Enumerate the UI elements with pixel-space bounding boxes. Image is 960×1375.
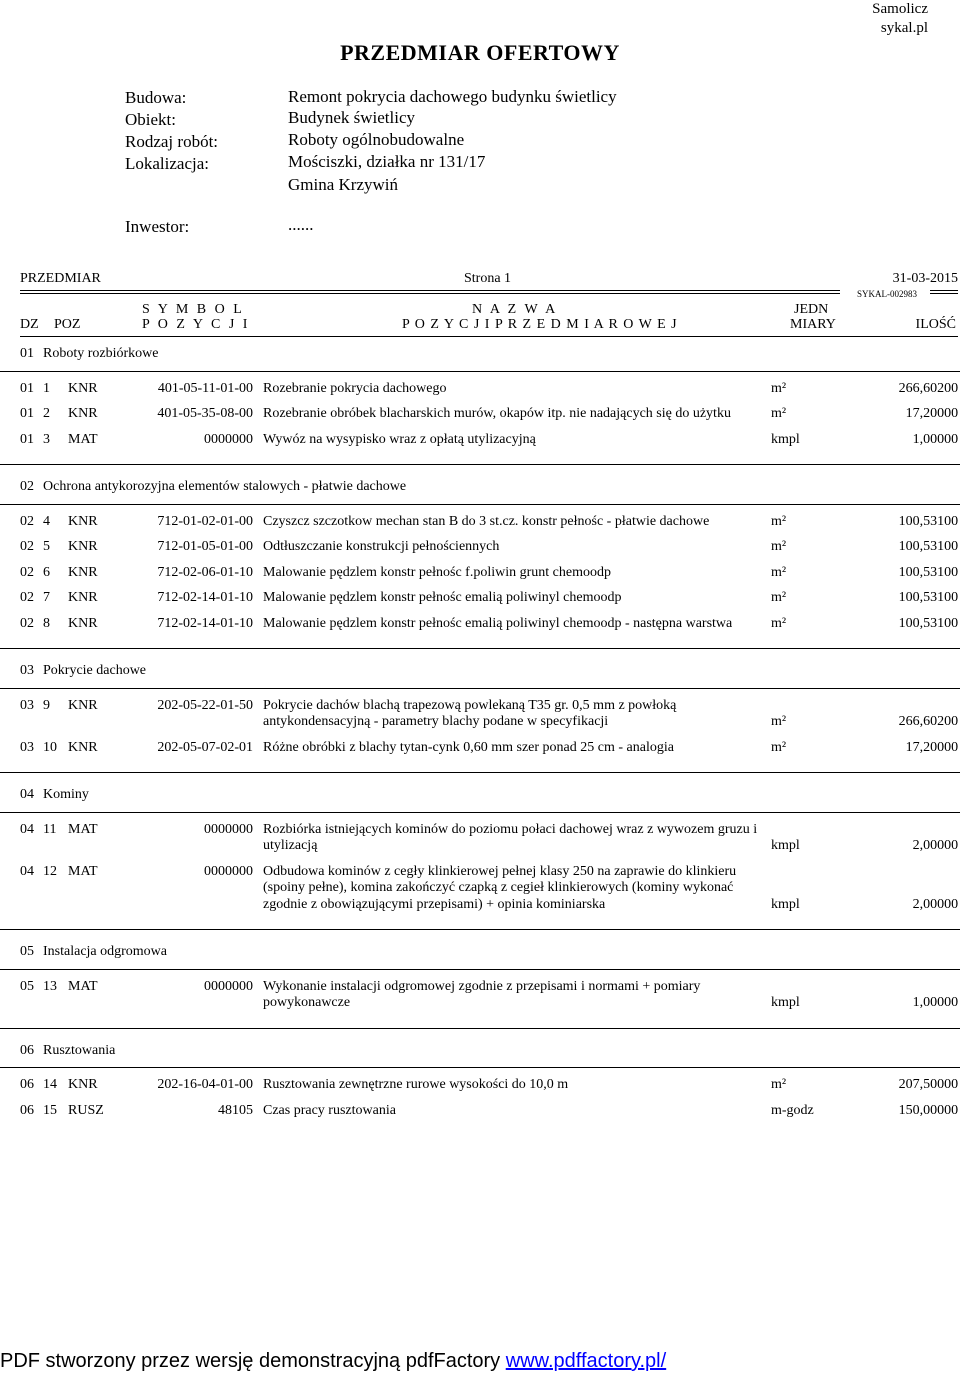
header-value-rodzaj-robot: Roboty ogólnobudowalne	[288, 130, 465, 149]
position-dz: 05	[20, 978, 34, 994]
positions-table-body	[0, 340, 960, 1135]
position-number: 2	[43, 406, 50, 421]
position-unit: m²	[771, 714, 787, 729]
position-quantity: 100,53100	[898, 513, 959, 529]
position-code: 712-02-14-01-10	[157, 615, 253, 631]
position-number: 4	[43, 513, 50, 529]
position-quantity: 100,53100	[898, 539, 959, 554]
position-catalog: KNR	[68, 590, 98, 605]
position-unit: m²	[771, 739, 787, 755]
position-number: 7	[43, 590, 50, 605]
section-number: 05	[0, 930, 43, 961]
position-dz: 02	[20, 615, 34, 631]
positions-table	[0, 340, 960, 1135]
position-quantity: 100,53100	[898, 615, 959, 631]
position-number: 8	[43, 615, 50, 631]
position-row	[0, 530, 960, 556]
position-dz: 04	[20, 863, 34, 879]
position-quantity: 17,20000	[905, 406, 959, 421]
header-value-obiekt: Budynek świetlicy	[288, 108, 416, 127]
brand-block	[872, 0, 928, 38]
section-rule	[0, 680, 960, 689]
position-quantity: 100,53100	[898, 590, 959, 605]
pdf-footer	[0, 1350, 666, 1373]
position-row	[0, 397, 960, 423]
position-quantity: 1,00000	[912, 995, 959, 1010]
position-catalog: KNR	[68, 406, 98, 421]
position-code: 202-05-22-01-50	[157, 697, 253, 713]
position-dz: 01	[20, 380, 34, 396]
position-row	[0, 371, 960, 397]
section-row	[0, 773, 960, 804]
position-code: 712-02-06-01-10	[157, 564, 253, 580]
position-number: 1	[43, 380, 50, 396]
position-quantity: 266,60200	[898, 714, 959, 729]
columns-rule	[20, 336, 958, 337]
position-unit: kmpl	[771, 896, 800, 912]
section-number: 04	[0, 773, 43, 804]
position-number: 6	[43, 564, 50, 580]
position-catalog: MAT	[68, 863, 98, 879]
col-symbol-line2: P O Z Y C J I	[142, 317, 250, 332]
section-number: 02	[0, 465, 43, 496]
document-code: SYKAL-002983	[857, 289, 917, 299]
position-row	[0, 1094, 960, 1136]
position-code: 401-05-35-08-00	[157, 406, 253, 421]
col-jedn-line1: JEDN	[794, 302, 829, 317]
position-row	[0, 581, 960, 607]
position-row	[0, 556, 960, 582]
section-rule	[0, 1059, 960, 1068]
position-catalog: MAT	[68, 821, 98, 837]
col-nazwa-line2: P O Z Y C J I P R Z E D M I A R O W E J	[402, 317, 678, 332]
position-dz: 01	[20, 406, 34, 421]
section-rule	[0, 363, 960, 372]
header-rule-top	[20, 290, 840, 291]
position-quantity: 150,00000	[898, 1102, 959, 1118]
position-unit: m²	[771, 406, 787, 421]
position-code: 712-01-05-01-00	[157, 539, 253, 554]
position-description: Pokrycie dachów blachą trapezową powlekaną T35 gr. 0,5 mm z powłoką antykondensacyjną - parametry blachy podane w specyfikacji	[263, 697, 677, 729]
position-number: 14	[43, 1077, 57, 1092]
section-row	[0, 930, 960, 961]
section-name: Ochrona antykorozyjna elementów stalowych - płatwie dachowe	[43, 465, 960, 496]
page-header-center: Strona 1	[464, 271, 512, 286]
position-row	[0, 812, 960, 855]
position-unit: m²	[771, 590, 787, 605]
position-description: Malowanie pędzlem konstr pełnośc emalią poliwinyl chemoodp - następna warstwa	[263, 615, 733, 631]
col-symbol-line1: S Y M B O L	[142, 302, 245, 317]
position-code: 0000000	[204, 863, 253, 879]
section-name: Pokrycie dachowe	[43, 649, 960, 680]
position-description: Odbudowa kominów z cegły klinkierowej pełnej klasy 250 na zaprawie do klinkieru (spoiny pełne), komina zakończyć czapką z cegieł klinkierowych (kominy wykonać zgodnie z obowiązującymi przepisami) + opinia kominiarska	[263, 863, 737, 912]
position-code: 48105	[218, 1102, 253, 1118]
position-code: 0000000	[204, 821, 253, 837]
section-rule-cell	[0, 496, 960, 505]
position-number: 9	[43, 697, 50, 713]
position-row	[0, 504, 960, 530]
page-header-left: PRZEDMIAR	[20, 271, 101, 286]
position-description: Rozbiórka istniejących kominów do poziomu połaci dachowej wraz z wywozem gruzu i utylizacją	[263, 821, 758, 853]
position-unit: m²	[771, 1077, 787, 1092]
section-rule-cell	[0, 363, 960, 372]
col-poz: POZ	[54, 317, 81, 332]
position-code: 202-05-07-02-01	[157, 739, 253, 755]
position-quantity: 2,00000	[912, 838, 959, 853]
position-description: Wykonanie instalacji odgromowej zgodnie z przepisami i normami + pomiary powykonawcze	[263, 978, 701, 1010]
header-rule-top-double	[20, 293, 840, 294]
position-quantity: 207,50000	[898, 1077, 959, 1092]
position-row	[0, 855, 960, 930]
position-code: 0000000	[204, 431, 253, 447]
position-unit: kmpl	[771, 995, 800, 1010]
page-header-date: 31-03-2015	[892, 271, 958, 286]
position-number: 10	[43, 739, 57, 755]
position-number: 5	[43, 539, 50, 554]
position-unit: m²	[771, 564, 787, 580]
position-unit: m²	[771, 539, 787, 554]
section-row	[0, 340, 960, 363]
position-quantity: 1,00000	[912, 431, 959, 447]
section-rule-cell	[0, 680, 960, 689]
section-number: 06	[0, 1028, 43, 1059]
position-catalog: KNR	[68, 564, 98, 580]
position-code: 712-02-14-01-10	[157, 590, 253, 605]
position-number: 13	[43, 978, 57, 994]
position-description: Rusztowania zewnętrzne rurowe wysokości do 10,0 m	[263, 1077, 569, 1092]
header-label-obiekt: Obiekt:	[125, 110, 176, 129]
section-name: Roboty rozbiórkowe	[43, 346, 159, 361]
header-rule-right-double	[930, 293, 958, 294]
position-quantity: 266,60200	[898, 380, 959, 396]
position-catalog: KNR	[68, 539, 98, 554]
brand-line-2: sykal.pl	[880, 20, 928, 36]
position-description: Rozebranie obróbek blacharskich murów, okapów itp. nie nadających się do użytku	[263, 406, 731, 421]
position-catalog: KNR	[68, 513, 98, 529]
position-dz: 01	[20, 431, 34, 447]
position-code: 202-16-04-01-00	[157, 1077, 253, 1092]
position-description: Odtłuszczanie konstrukcji pełnościennych	[263, 539, 500, 554]
col-ilosc: ILOŚĆ	[915, 317, 956, 332]
brand-line-1: Samolicz	[872, 1, 928, 17]
header-value-inwestor: ......	[288, 215, 314, 234]
position-code: 0000000	[204, 978, 253, 994]
position-unit: m²	[771, 380, 787, 396]
position-dz: 02	[20, 513, 34, 529]
position-catalog: KNR	[68, 380, 98, 396]
position-row	[0, 607, 960, 649]
position-quantity: 17,20000	[905, 739, 959, 755]
section-row	[0, 1028, 960, 1059]
header-label-lokalizacja: Lokalizacja:	[125, 154, 210, 173]
position-dz: 02	[20, 564, 34, 580]
position-dz: 03	[20, 697, 34, 713]
position-dz: 06	[20, 1102, 34, 1118]
header-value-lokalizacja: Mościszki, działka nr 131/17	[288, 152, 486, 171]
section-name: Rusztowania	[43, 1028, 960, 1059]
position-catalog: KNR	[68, 739, 98, 755]
position-dz: 06	[20, 1077, 34, 1092]
section-number: 03	[0, 649, 43, 680]
position-unit: kmpl	[771, 431, 800, 447]
section-name: Kominy	[43, 773, 960, 804]
section-rule	[0, 804, 960, 813]
position-catalog: MAT	[68, 431, 98, 447]
position-row	[0, 688, 960, 731]
position-catalog: MAT	[68, 978, 98, 994]
section-rule-cell	[0, 804, 960, 813]
col-jedn-line2: MIARY	[790, 317, 836, 332]
position-unit: m-godz	[771, 1102, 814, 1118]
footer-text: PDF stworzony przez wersję demonstracyjną pdfFactory	[0, 1350, 506, 1372]
section-number: 01	[20, 346, 34, 361]
position-unit: m²	[771, 513, 787, 529]
position-dz: 02	[20, 539, 34, 554]
position-row	[0, 1068, 960, 1094]
position-row	[0, 969, 960, 1028]
position-code: 712-01-02-01-00	[157, 513, 253, 529]
position-number: 12	[43, 863, 57, 879]
position-quantity: 2,00000	[912, 896, 959, 912]
position-description: Malowanie pędzlem konstr pełnośc f.poliwin grunt chemoodp	[263, 564, 611, 580]
position-unit: m²	[771, 615, 787, 631]
position-description: Czyszcz szczotkow mechan stan B do 3 st.cz. konstr pełnośc - płatwie dachowe	[263, 513, 710, 529]
position-description: Czas pracy rusztowania	[263, 1102, 396, 1118]
position-catalog: RUSZ	[68, 1102, 104, 1118]
position-description: Wywóz na wysypisko wraz z opłatą utylizacyjną	[263, 431, 536, 447]
position-dz: 03	[20, 739, 34, 755]
position-catalog: KNR	[68, 615, 98, 631]
position-description: Malowanie pędzlem konstr pełnośc emalią poliwinyl chemoodp	[263, 590, 622, 605]
section-rule-cell	[0, 1059, 960, 1068]
position-row	[0, 423, 960, 465]
section-rule	[0, 496, 960, 505]
section-name: Instalacja odgromowa	[43, 930, 960, 961]
position-row	[0, 731, 960, 773]
position-unit: kmpl	[771, 838, 800, 853]
document-title: PRZEDMIAR OFERTOWY	[340, 40, 620, 65]
header-label-rodzaj-robot: Rodzaj robót:	[125, 132, 219, 151]
header-label-budowa: Budowa:	[125, 88, 187, 107]
position-catalog: KNR	[68, 697, 98, 713]
header-value-budowa: Remont pokrycia dachowego budynku świetlicy	[288, 87, 617, 106]
col-nazwa-line1: N A Z W A	[472, 302, 558, 317]
position-number: 15	[43, 1102, 57, 1118]
section-rule-cell	[0, 961, 960, 970]
position-description: Rozebranie pokrycia dachowego	[263, 380, 447, 396]
position-number: 3	[43, 431, 50, 447]
position-description: Różne obróbki z blachy tytan-cynk 0,60 mm szer ponad 25 cm - analogia	[263, 739, 674, 755]
section-row	[0, 465, 960, 496]
position-code: 401-05-11-01-00	[157, 380, 253, 396]
section-rule	[0, 961, 960, 970]
header-rule-right	[930, 290, 958, 291]
footer-link[interactable]: www.pdffactory.pl/	[505, 1350, 667, 1372]
position-number: 11	[43, 821, 57, 837]
position-quantity: 100,53100	[898, 564, 959, 580]
position-catalog: KNR	[68, 1077, 98, 1092]
header-label-inwestor: Inwestor:	[125, 217, 190, 236]
position-dz: 02	[20, 590, 34, 605]
header-value-gmina: Gmina Krzywiń	[288, 175, 399, 194]
position-dz: 04	[20, 821, 34, 837]
section-row	[0, 649, 960, 680]
col-dz: DZ	[20, 317, 39, 332]
